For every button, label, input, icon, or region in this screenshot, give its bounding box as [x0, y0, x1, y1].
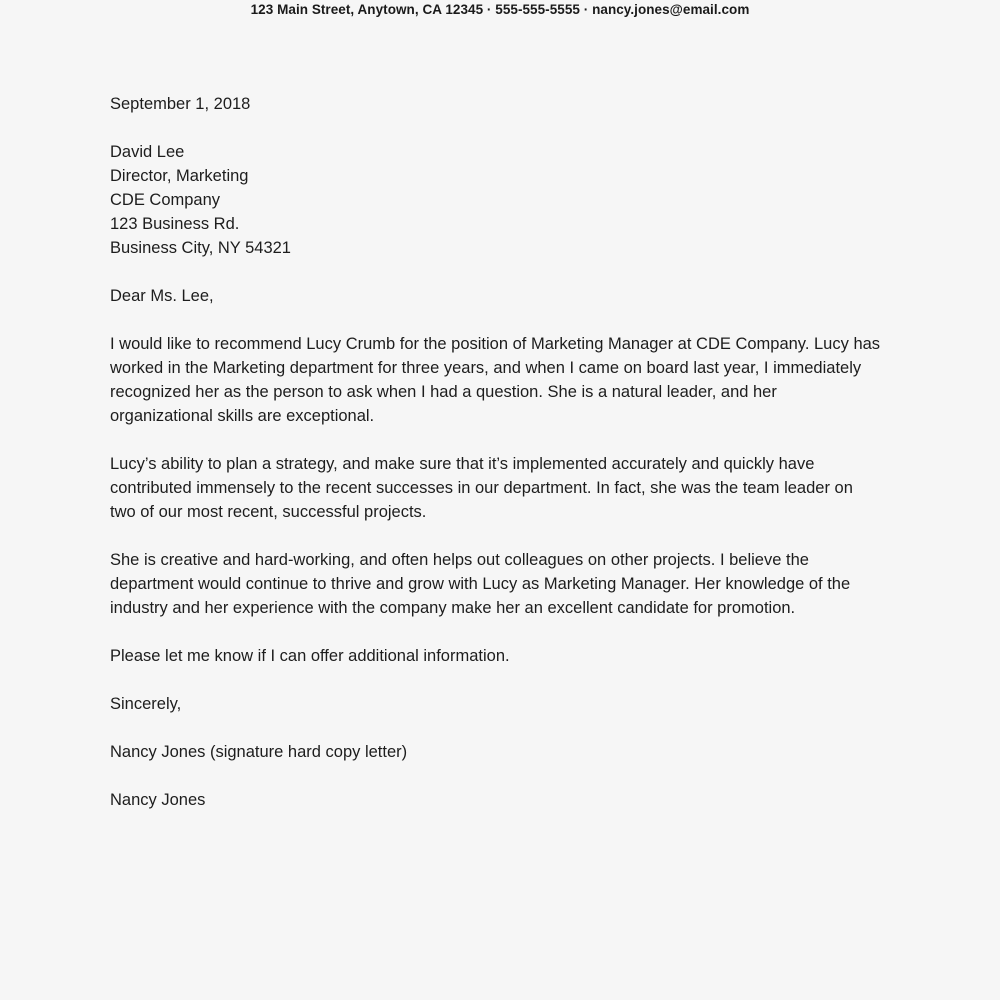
recipient-company: CDE Company [110, 191, 221, 209]
recipient-name: David Lee [110, 143, 185, 161]
body-paragraph-1: I would like to recommend Lucy Crumb for the position of Marketing Manager at CDE Company. Lucy has worked in the Marketing department for three years, and when I came on board last year, I immediately recognized her as the person to ask when I had a question. She is a natural leader, and her organizational skills are exceptional. [110, 335, 881, 425]
letterhead [0, 0, 1000, 22]
closing-valediction: Sincerely, [110, 695, 182, 713]
body-paragraph-4: Please let me know if I can offer additional information. [110, 647, 510, 665]
sender-typed-name: Nancy Jones [110, 791, 206, 809]
body-paragraph-3: She is creative and hard-working, and often helps out colleagues on other projects. I believe the department would continue to thrive and grow with Lucy as Marketing Manager. Her knowledge of the industry and her experience with the company make her an excellent candidate for promotion. [110, 551, 851, 617]
letter-date: September 1, 2018 [110, 95, 251, 113]
recipient-address-block [110, 140, 882, 260]
letterhead-contact-line: 123 Main Street, Anytown, CA 12345 · 555-555-5555 · nancy.jones@email.com [250, 2, 750, 17]
letter-body [110, 92, 882, 812]
body-paragraph-2: Lucy’s ability to plan a strategy, and make sure that it’s implemented accurately and quickly have contributed immensely to the recent successes in our department. In fact, she was the team leader on two of our most recent, successful projects. [110, 455, 853, 521]
signature-note: Nancy Jones (signature hard copy letter) [110, 743, 408, 761]
recipient-title: Director, Marketing [110, 167, 249, 185]
salutation: Dear Ms. Lee, [110, 287, 214, 305]
recipient-city-state-zip: Business City, NY 54321 [110, 239, 291, 257]
recipient-street: 123 Business Rd. [110, 215, 240, 233]
